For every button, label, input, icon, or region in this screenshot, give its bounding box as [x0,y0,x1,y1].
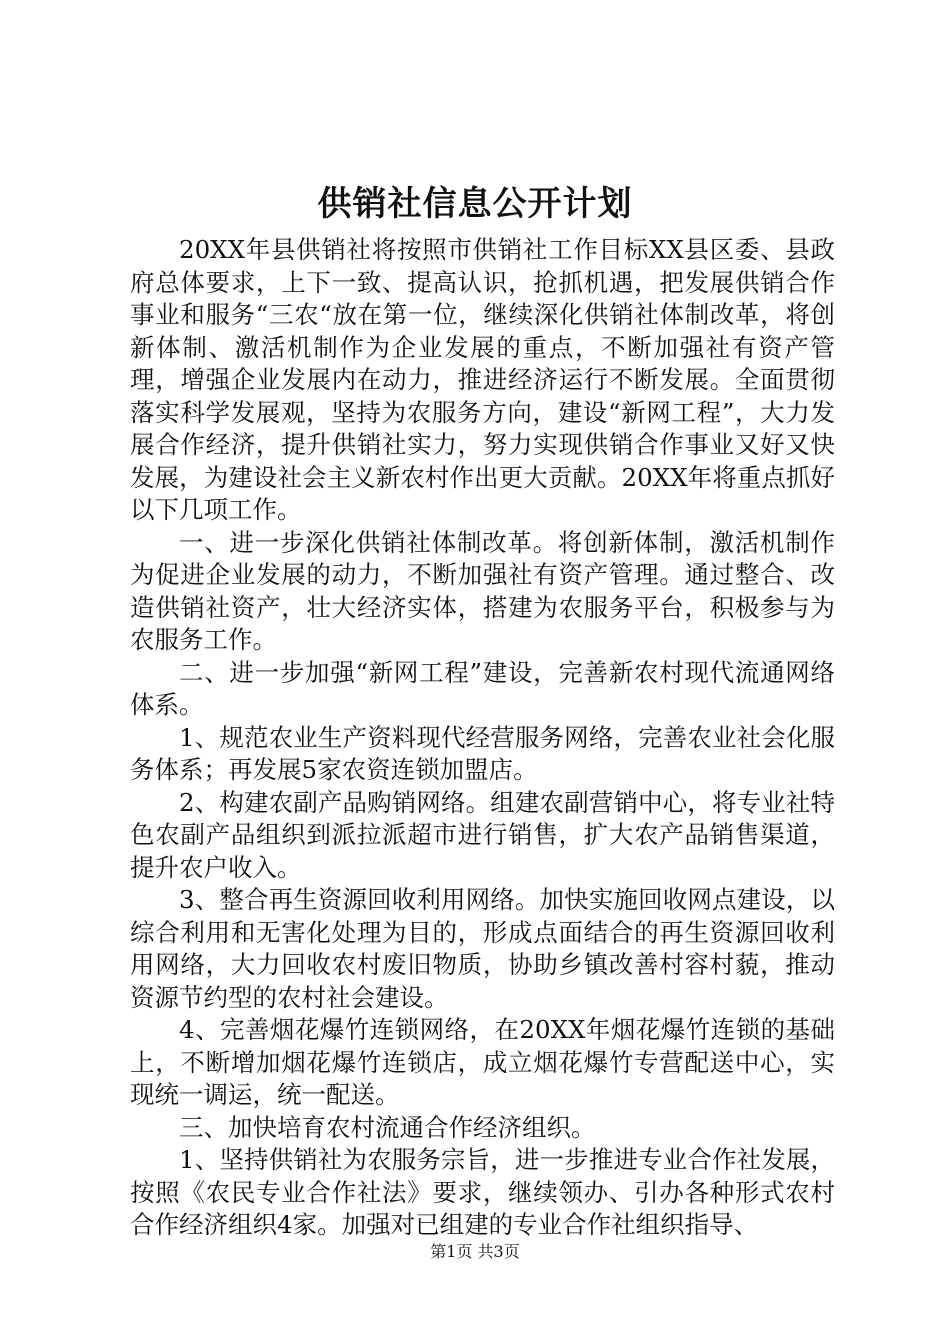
section-two-item-1: 1、规范农业生产资料现代经营服务网络，完善农业社会化服务体系；再发展5家农资连锁加盟店。 [130,722,835,784]
document-title: 供销社信息公开计划 [317,184,633,224]
section-three-heading: 三、加快培育农村流通合作经济组织。 [179,1112,596,1142]
section-two-heading: 二、进一步加强“新网工程”建设，完善新农村现代流通网络体系。 [130,657,835,719]
section-one-paragraph: 一、进一步深化供销社体制改革。将创新体制，激活机制作为促进企业发展的动力，不断加强社有资产管理。通过整合、改造供销社资产，壮大经济实体，搭建为农服务平台，积极参与为农服务工作。 [130,527,835,654]
intro-paragraph: 20XX年县供销社将按照市供销社工作目标XX县区委、县政府总体要求，上下一致、提高认识，抢抓机遇，把发展供销合作事业和服务“三农“放在第一位，继续深化供销社体制改革，将创新体制、激活机制作为企业发展的重点，不断加强社有资产管理，增强企业发展内在动力，推进经济运行不断发展。全面贯彻落实科学发展观，坚持为农服务方向，建设“新网工程”，大力发展合作经济，提升供销社实力，努力实现供销合作事业又好又快发展，为建设社会主义新农村作出更大贡献。20XX年将重点抓好以下几项工作。 [130,235,835,524]
document-body [130,234,835,1242]
section-two-item-4: 4、完善烟花爆竹连锁网络，在20XX年烟花爆竹连锁的基础上，不断增加烟花爆竹连锁店，成立烟花爆竹专营配送中心，实现统一调运，统一配送。 [130,1015,835,1109]
page-footer: 第1页 共3页 [430,1242,520,1261]
section-two-item-2: 2、构建农副产品购销网络。组建农副营销中心，将专业社特色农副产品组织到派拉派超市进行销售，扩大农产品销售渠道，提升农户收入。 [130,787,835,882]
section-two-item-3: 3、整合再生资源回收利用网络。加快实施回收网点建设，以综合利用和无害化处理为目的，形成点面结合的再生资源回收利用网络，大力回收农村废旧物质，协助乡镇改善村容村藐，推动资源节约型的农村社会建设。 [130,885,835,1012]
section-three-item-1: 1、坚持供销社为农服务宗旨，进一步推进专业合作社发展，按照《农民专业合作社法》要求，继续领办、引办各种形式农村合作经济组织4家。加强对已组建的专业合作社组织指导、 [130,1145,835,1239]
